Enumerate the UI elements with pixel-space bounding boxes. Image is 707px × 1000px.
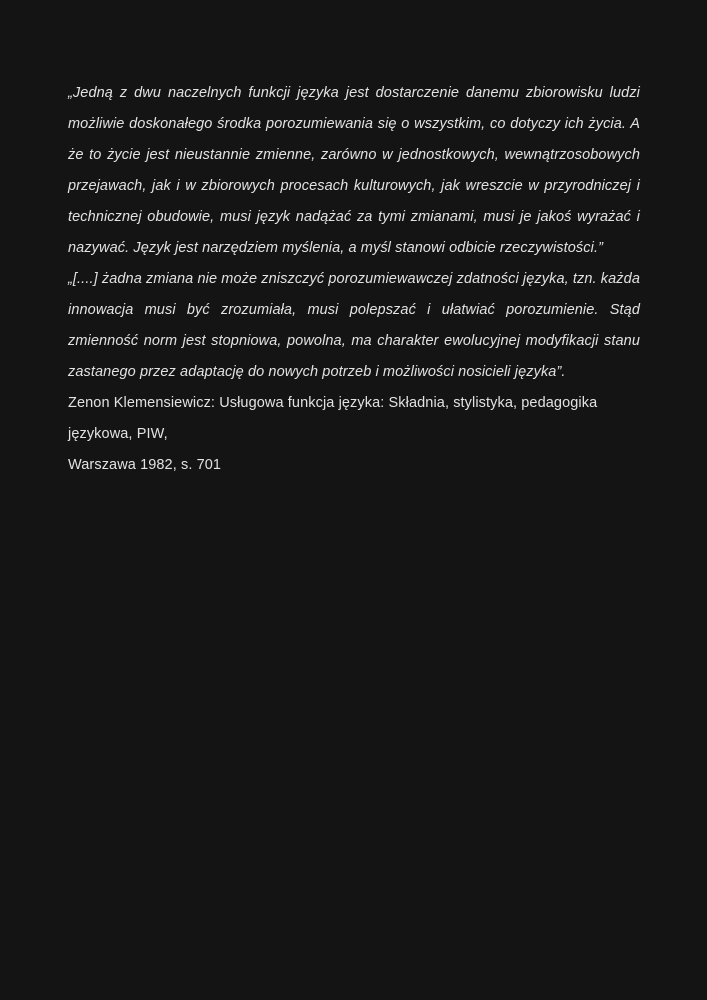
citation-line-2: Warszawa 1982, s. 701 <box>68 457 222 473</box>
quote-paragraph-1: „Jedną z dwu naczelnych funkcji języka jest dostarczenie danemu zbiorowisku ludzi możliwie doskonałego środka porozumiewania się o wszystkim, co dotyczy ich życia. A że to życie jest nieustannie zmienne, zarówno w jednostkowych, wewnątrzosobowych przejawach, jak i w zbiorowych procesach kulturowych, jak wreszcie w przyrodniczej i technicznej obudowie, musi język nadążać za tymi zmianami, musi je jakoś wyrażać i nazywać. Język jest narzędziem myślenia, a myśl stanowi odbicie rzeczywistości.” <box>68 85 640 256</box>
citation-line-1: Zenon Klemensiewicz: Usługowa funkcja języka: Składnia, stylistyka, pedagogika językowa, PIW, <box>68 395 598 442</box>
text-block <box>68 78 640 481</box>
quote-paragraph-2: „[....] żadna zmiana nie może zniszczyć porozumiewawczej zdatności języka, tzn. każda innowacja musi być zrozumiała, musi polepszać i ułatwiać porozumienie. Stąd zmienność norm jest stopniowa, powolna, ma charakter ewolucyjnej modyfikacji stanu zastanego przez adaptację do nowych potrzeb i możliwości nosicieli języka”. <box>68 271 640 380</box>
